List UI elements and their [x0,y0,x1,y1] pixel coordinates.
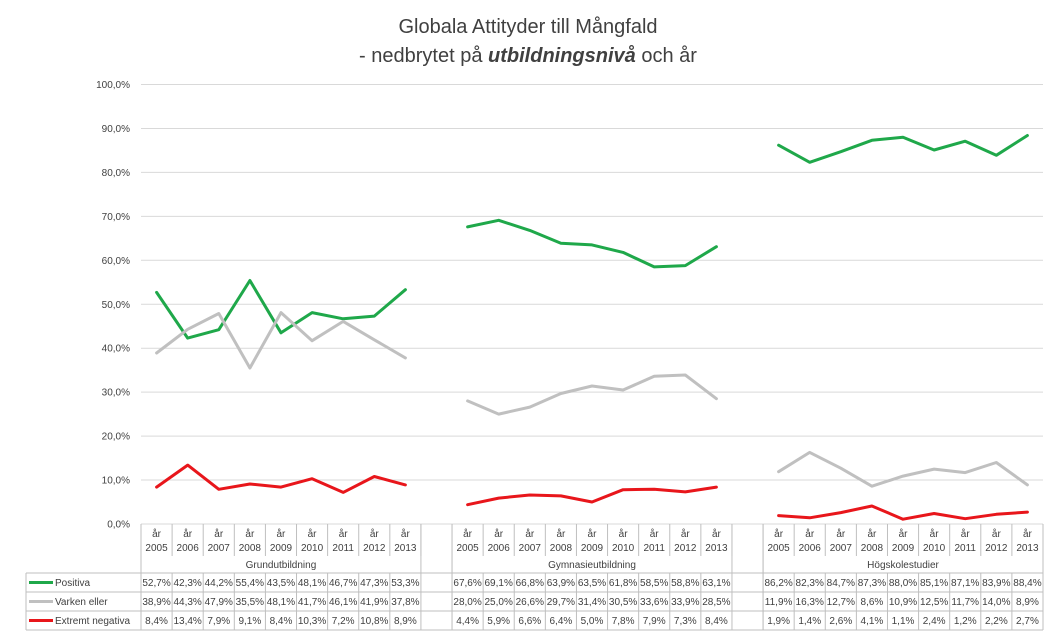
table-value: 8,9% [1016,597,1039,608]
series-line [157,313,406,368]
table-value: 47,3% [360,578,389,589]
table-value: 87,1% [951,578,980,589]
table-value: 8,4% [145,616,168,627]
y-tick-label: 100,0% [96,80,130,91]
year-label: 2005 [456,543,479,554]
table-value: 84,7% [826,578,856,589]
table-value: 8,4% [269,616,293,627]
table-value: 82,3% [795,578,824,589]
table-value: 10,8% [360,616,389,627]
series-lines [157,136,1028,520]
y-tick-label: 60,0% [101,255,130,267]
table-value: 2,7% [1016,616,1039,627]
year-prefix-label: år [276,529,286,540]
series-line [157,281,406,339]
chart-title-line2-prefix: - nedbrytet på [359,45,489,67]
year-label: 2012 [363,543,386,554]
chart-title-line2 [359,44,697,67]
table-value: 10,9% [888,597,918,608]
table-value: 2,4% [922,616,946,627]
y-tick-label: 30,0% [101,387,130,399]
year-label: 2006 [176,543,199,554]
table-value: 14,0% [982,597,1011,608]
table-value: 47,9% [204,597,233,608]
year-prefix-label: år [369,529,379,540]
table-value: 63,9% [546,578,576,589]
chart-title-line1: Globala Attityder till Mångfald [398,16,658,38]
year-label: 2010 [923,543,946,554]
table-value: 26,6% [515,597,544,608]
year-prefix-label: år [463,529,473,540]
table-value: 10,3% [297,616,327,627]
table-value: 1,1% [891,616,915,627]
table-value: 38,9% [142,597,171,608]
table-value: 28,0% [453,597,482,608]
y-tick-label: 80,0% [101,167,130,179]
series-line [157,465,406,492]
year-prefix-label: år [245,529,255,540]
table-value: 25,0% [484,597,513,608]
legend-label: Varken eller [55,597,108,608]
data-table [26,524,1043,630]
year-prefix-label: år [618,529,628,540]
table-value: 8,6% [860,597,884,608]
table-value: 7,9% [642,616,666,627]
table-value: 7,3% [673,616,697,627]
table-value: 7,2% [331,616,355,627]
series-line [779,136,1028,163]
table-value: 8,4% [705,616,728,627]
y-axis-ticks [96,80,130,531]
year-prefix-label: år [680,529,690,540]
year-label: 2007 [518,543,541,554]
year-label: 2008 [549,543,573,554]
year-prefix-label: år [960,529,970,540]
year-prefix-label: år [152,529,162,540]
series-line [468,487,717,505]
table-value: 5,9% [487,616,511,627]
table-value: 52,7% [142,578,171,589]
table-value: 11,7% [951,597,980,608]
group-label: Gymnasieutbildning [548,560,636,571]
year-label: 2010 [300,543,324,554]
table-value: 58,8% [671,578,700,589]
year-prefix-label: år [494,529,504,540]
table-value: 48,1% [266,597,296,608]
year-prefix-label: år [649,529,659,540]
table-value: 31,4% [577,597,607,608]
series-line [779,452,1028,486]
year-prefix-label: år [1022,529,1032,540]
table-value: 53,3% [391,578,420,589]
table-value: 42,3% [173,578,202,589]
table-value: 46,7% [328,578,358,589]
year-label: 2007 [207,543,230,554]
year-label: 2009 [269,543,293,554]
table-value: 7,9% [207,616,231,627]
table-value: 6,6% [518,616,542,627]
year-prefix-label: år [525,529,535,540]
table-value: 13,4% [173,616,202,627]
table-value: 43,5% [266,578,296,589]
year-prefix-label: år [556,529,566,540]
year-label: 2006 [798,543,821,554]
year-prefix-label: år [711,529,721,540]
year-prefix-label: år [338,529,348,540]
year-prefix-label: år [836,529,846,540]
table-value: 8,9% [393,616,417,627]
table-value: 41,9% [360,597,389,608]
table-value: 30,5% [608,597,638,608]
year-label: 2011 [643,543,665,554]
year-prefix-label: år [991,529,1001,540]
table-value: 46,1% [328,597,358,608]
table-value: 33,6% [640,597,669,608]
y-tick-label: 20,0% [101,431,130,443]
year-label: 2011 [332,543,354,554]
year-prefix-label: år [867,529,877,540]
year-label: 2012 [674,543,697,554]
table-value: 4,4% [456,616,479,627]
table-value: 86,2% [764,578,793,589]
table-value: 69,1% [484,578,513,589]
table-value: 4,1% [860,616,884,627]
year-label: 2005 [145,543,168,554]
table-value: 37,8% [391,597,420,608]
gridlines [141,85,1043,525]
year-label: 2009 [580,543,604,554]
chart-title-line2-suffix: och år [635,45,697,67]
table-value: 33,9% [671,597,700,608]
year-prefix-label: år [587,529,597,540]
table-value: 2,2% [984,616,1008,627]
table-value: 9,1% [238,616,262,627]
table-value: 66,8% [515,578,544,589]
table-value: 16,3% [795,597,824,608]
legend-label: Extremt negativa [55,616,131,627]
y-tick-label: 40,0% [101,343,130,355]
table-value: 87,3% [857,578,887,589]
table-value: 28,5% [702,597,731,608]
y-tick-label: 70,0% [101,211,130,223]
year-label: 2005 [767,543,790,554]
year-label: 2013 [1016,543,1039,554]
year-label: 2013 [394,543,417,554]
table-value: 29,7% [546,597,576,608]
year-label: 2010 [611,543,635,554]
table-value: 63,5% [577,578,607,589]
year-label: 2011 [954,543,976,554]
legend-label: Positiva [55,578,91,589]
table-value: 12,7% [826,597,856,608]
year-label: 2012 [985,543,1008,554]
table-value: 44,3% [173,597,202,608]
year-prefix-label: år [774,529,784,540]
table-value: 63,1% [702,578,731,589]
table-value: 5,0% [580,616,604,627]
year-label: 2006 [487,543,510,554]
series-line [779,506,1028,519]
year-prefix-label: år [805,529,815,540]
table-value: 11,9% [764,597,793,608]
table-value: 44,2% [204,578,233,589]
table-value: 61,8% [608,578,638,589]
y-tick-label: 10,0% [101,475,130,487]
table-value: 88,4% [1013,578,1042,589]
chart-title-line2-emph: utbildningsnivå [488,45,636,67]
table-value: 85,1% [919,578,949,589]
year-prefix-label: år [183,529,193,540]
table-value: 35,5% [235,597,265,608]
table-value: 55,4% [235,578,265,589]
table-value: 41,7% [297,597,327,608]
table-value: 7,8% [611,616,635,627]
table-value: 1,9% [767,616,791,627]
year-prefix-label: år [307,529,317,540]
table-value: 83,9% [982,578,1011,589]
group-label: Högskolestudier [867,560,939,571]
group-label: Grundutbildning [245,560,317,571]
year-label: 2008 [238,543,261,554]
table-value: 2,6% [829,616,853,627]
year-label: 2007 [829,543,852,554]
year-prefix-label: år [898,529,908,540]
table-value: 1,4% [798,616,822,627]
year-label: 2013 [705,543,728,554]
y-tick-label: 90,0% [101,123,130,135]
table-value: 6,4% [549,616,573,627]
y-tick-label: 0,0% [107,519,130,531]
table-value: 1,2% [953,616,977,627]
y-tick-label: 50,0% [101,299,130,311]
year-label: 2008 [860,543,884,554]
table-value: 12,5% [919,597,949,608]
table-value: 58,5% [640,578,669,589]
year-label: 2009 [891,543,915,554]
table-value: 67,6% [453,578,482,589]
table-value: 48,1% [297,578,327,589]
year-prefix-label: år [214,529,224,540]
year-prefix-label: år [400,529,410,540]
table-value: 88,0% [888,578,918,589]
series-line [468,375,717,414]
year-prefix-label: år [929,529,939,540]
